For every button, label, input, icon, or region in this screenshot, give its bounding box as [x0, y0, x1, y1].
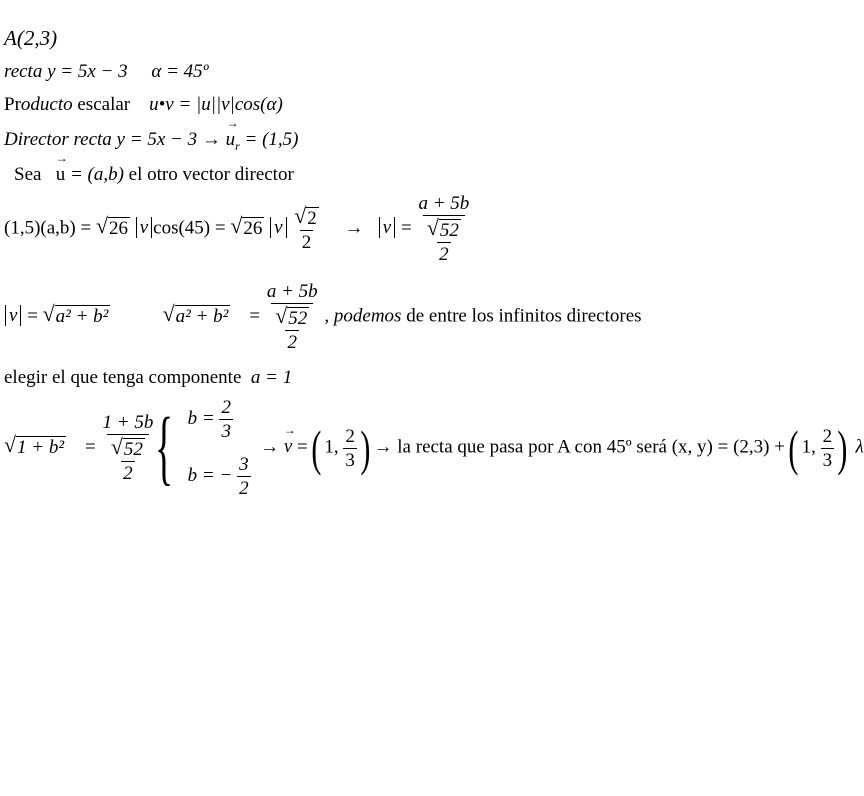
- sqrt-1b2: √ 1 + b²: [4, 433, 65, 459]
- frac-a5b-2: a + 5b √ 52 2: [266, 281, 318, 353]
- line-elegir: [4, 368, 292, 387]
- sea-rest: el otro vector director: [128, 164, 294, 185]
- line-solution: √ 1 + b² = 1 + 5b √ 52 2 { b = $\frac{2}{3}$ b = − $\frac{3}{2}$ → → v =( 1, $\frac{2}{3}$ ) → la recta que pasa por A con 45º será (x, y) = (2,3) +( 1, $\frac{2}{3}$ ) λ: [4, 398, 864, 498]
- exp-cos: cos(45) =: [153, 217, 231, 239]
- v-one: 1,: [324, 436, 339, 458]
- v-frac-2: $\frac{2}{3}$: [822, 425, 833, 471]
- line-producto: [4, 95, 283, 114]
- sqrt-a2b2-a: √ a² + b²: [42, 302, 109, 328]
- sqrt-26-a: √ 26: [95, 214, 128, 240]
- case-b2: b = − $\frac{3}{2}$: [187, 454, 249, 499]
- sqrt-26-b: √ 26: [230, 214, 263, 240]
- point-a: A(2,3): [4, 26, 58, 50]
- lambda: λ: [855, 436, 864, 458]
- sea-eq: = (a,b): [69, 164, 124, 185]
- recta-label: recta: [4, 61, 43, 82]
- abs-v-1: v: [136, 217, 152, 238]
- abs-v-2: v: [270, 217, 286, 238]
- frac-a5b: a + 5b √ 52 2: [418, 193, 470, 265]
- recta-equation: y = 5x − 3: [47, 61, 128, 82]
- b-cases: [188, 398, 251, 498]
- arrow: →: [344, 217, 364, 239]
- frac-15b: 1 + 5b √ 52 2: [102, 412, 154, 484]
- line-sea: [14, 165, 294, 184]
- v-vector: → v: [284, 437, 292, 456]
- abs-v-4: v: [5, 305, 21, 326]
- line-director: [4, 130, 298, 152]
- brace: {: [155, 401, 174, 495]
- elegir-text: elegir el que tenga componente: [4, 367, 242, 388]
- u-vector: → u: [56, 165, 66, 184]
- sqrt-a2b2-b: √ a² + b²: [162, 302, 229, 328]
- exp-lhs: (1,5)(a,b) =: [4, 217, 96, 239]
- line-product-expansion: (1,5)(a,b) = √ 26 v cos(45) = √ 26 v √ 2 2 → v = a + 5b √ 52 2: [4, 193, 470, 265]
- producto-b: oducto: [20, 94, 73, 115]
- line-modulo: v = √ a² + b² √ a² + b² = a + 5b √ 52 2 , podemos de entre los infinitos directores: [4, 282, 642, 352]
- abs-v-3: v: [379, 217, 395, 238]
- a-equals-1: a = 1: [250, 367, 293, 388]
- ur-vector: → $u_r$: [226, 130, 240, 152]
- sea-word: Sea: [14, 164, 42, 185]
- v-frac: $\frac{2}{3}$: [345, 425, 355, 471]
- director-rhs: = (1,5): [244, 129, 299, 150]
- podemos: , podemos: [324, 305, 402, 327]
- producto-formula: u•v = |u||v|cos(α): [149, 94, 283, 115]
- producto-c: escalar: [77, 94, 131, 115]
- frac-sqrt2-over-2: √ 2 2: [294, 204, 317, 253]
- arrow-2: →: [260, 436, 280, 458]
- case-b1: b = $\frac{2}{3}$: [187, 397, 231, 442]
- producto-a: Pr: [4, 94, 21, 115]
- director-text: Director recta y = 5x − 3 →: [4, 129, 221, 150]
- modulo-rest: de entre los infinitos directores: [406, 305, 642, 327]
- solution-text: → la recta que pasa por A con 45º será (x, y) = (2,3) +: [373, 436, 785, 458]
- alpha-value: α = 45º: [151, 61, 209, 82]
- line-recta: [4, 62, 209, 81]
